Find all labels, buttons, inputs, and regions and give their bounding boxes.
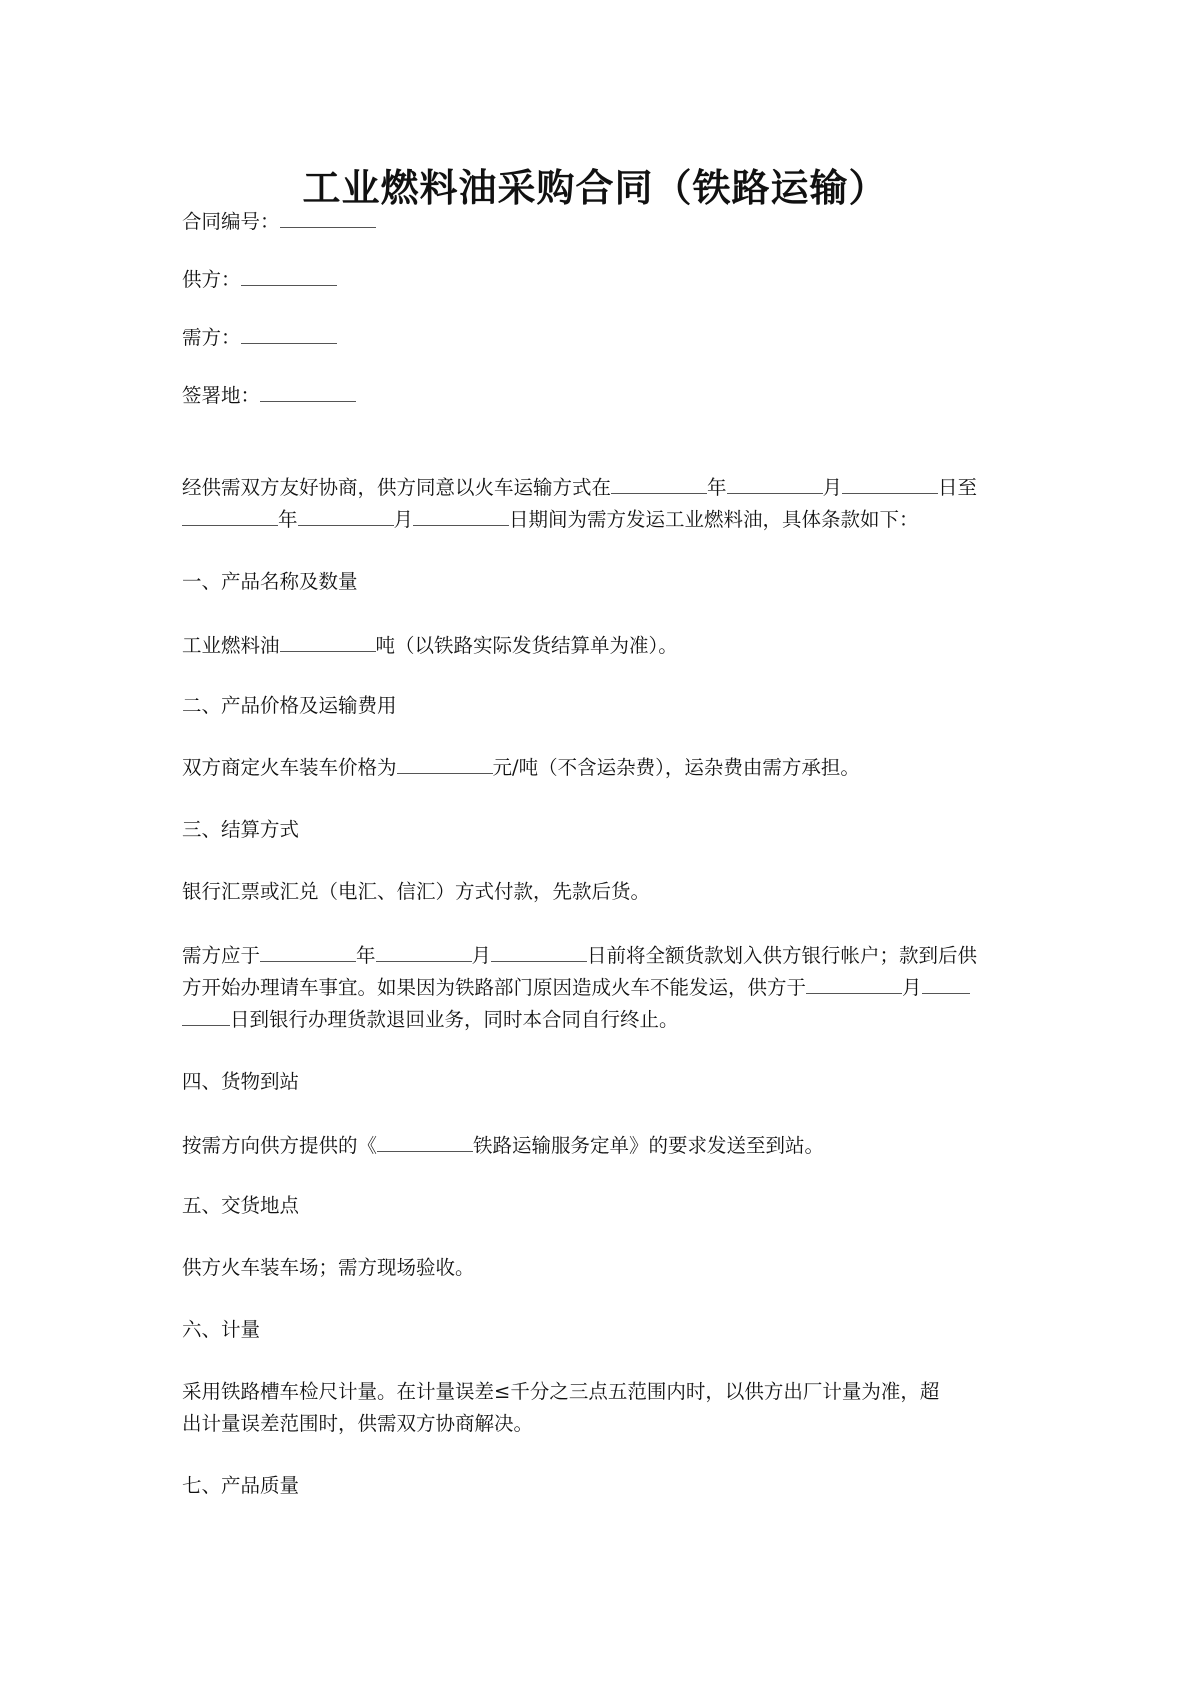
section-body xyxy=(182,752,1022,784)
section-body xyxy=(182,1004,1022,1036)
section-body: 出计量误差范围时，供需双方协商解决。 xyxy=(182,1412,534,1435)
intro-text: 日期间为需方发运工业燃料油，具体条款如下： xyxy=(509,508,919,531)
start-day-blank[interactable] xyxy=(842,473,938,494)
section-body xyxy=(182,630,1022,662)
refund-day-blank-part1[interactable] xyxy=(922,973,970,994)
body-text: 工业燃料油 xyxy=(182,634,280,657)
quantity-blank[interactable] xyxy=(280,631,376,652)
day-to-label: 日至 xyxy=(938,476,978,499)
year-label: 年 xyxy=(356,944,376,967)
month-label: 月 xyxy=(822,476,843,499)
month-label: 月 xyxy=(902,976,922,999)
month-label: 月 xyxy=(393,508,414,531)
field-label: 合同编号： xyxy=(182,210,280,233)
section-heading: 七、产品质量 xyxy=(182,1474,300,1497)
field-label: 签署地： xyxy=(182,384,261,407)
field-label: 供方： xyxy=(182,268,241,291)
contract-number-blank[interactable] xyxy=(280,207,376,228)
year-label: 年 xyxy=(707,476,727,499)
payment-month-blank[interactable] xyxy=(376,941,472,962)
refund-day-blank-part2[interactable] xyxy=(182,1005,230,1026)
intro-paragraph-line-1 xyxy=(182,472,1022,504)
body-text: 需方应于 xyxy=(182,944,261,967)
intro-text: 经供需双方友好协商，供方同意以火车运输方式在 xyxy=(182,476,612,499)
section-body: 银行汇票或汇兑（电汇、信汇）方式付款，先款后货。 xyxy=(182,880,651,903)
end-day-blank[interactable] xyxy=(413,505,509,526)
station-blank[interactable] xyxy=(377,1131,473,1152)
contract-number-field xyxy=(182,206,1022,238)
body-text: 吨（以铁路实际发货结算单为准）。 xyxy=(375,634,678,657)
start-month-blank[interactable] xyxy=(727,473,823,494)
section-body xyxy=(182,940,1022,972)
body-text: 元/吨（不含运杂费），运杂费由需方承担。 xyxy=(492,756,860,779)
buyer-field xyxy=(182,322,1022,354)
signing-place-blank[interactable] xyxy=(260,381,356,402)
body-text: 方开始办理请车事宜。如果因为铁路部门原因造成火车不能发运，供方于 xyxy=(182,976,807,999)
body-text: 日到银行办理货款退回业务，同时本合同自行终止。 xyxy=(230,1008,679,1031)
body-text: 日前将全额货款划入供方银行帐户；款到后供 xyxy=(587,944,978,967)
body-text: 铁路运输服务定单》的要求发送至到站。 xyxy=(473,1134,825,1157)
section-heading: 五、交货地点 xyxy=(182,1194,300,1217)
field-label: 需方： xyxy=(182,326,241,349)
document-title: 工业燃料油采购合同（铁路运输） xyxy=(302,165,888,210)
payment-day-blank[interactable] xyxy=(491,941,587,962)
body-text: 双方商定火车装车价格为 xyxy=(182,756,397,779)
section-body: 采用铁路槽车检尺计量。在计量误差≤千分之三点五范围内时，以供方出厂计量为准，超 xyxy=(182,1380,940,1403)
month-label: 月 xyxy=(471,944,492,967)
end-year-blank[interactable] xyxy=(182,505,278,526)
section-heading: 三、结算方式 xyxy=(182,818,300,841)
section-heading: 一、产品名称及数量 xyxy=(182,570,358,593)
price-blank[interactable] xyxy=(397,753,493,774)
supplier-blank[interactable] xyxy=(241,265,337,286)
section-body: 供方火车装车场；需方现场验收。 xyxy=(182,1256,475,1279)
section-body xyxy=(182,1130,1022,1162)
section-heading: 四、货物到站 xyxy=(182,1070,300,1093)
supplier-field xyxy=(182,264,1022,296)
year-label: 年 xyxy=(278,508,298,531)
start-year-blank[interactable] xyxy=(611,473,707,494)
buyer-blank[interactable] xyxy=(241,323,337,344)
body-text: 按需方向供方提供的《 xyxy=(182,1134,378,1157)
signing-place-field xyxy=(182,380,1022,412)
refund-month-blank[interactable] xyxy=(806,973,902,994)
intro-paragraph-line-2 xyxy=(182,504,1022,536)
payment-year-blank[interactable] xyxy=(260,941,356,962)
section-heading: 二、产品价格及运输费用 xyxy=(182,694,397,717)
section-body xyxy=(182,972,1022,1004)
section-heading: 六、计量 xyxy=(182,1318,261,1341)
end-month-blank[interactable] xyxy=(298,505,394,526)
